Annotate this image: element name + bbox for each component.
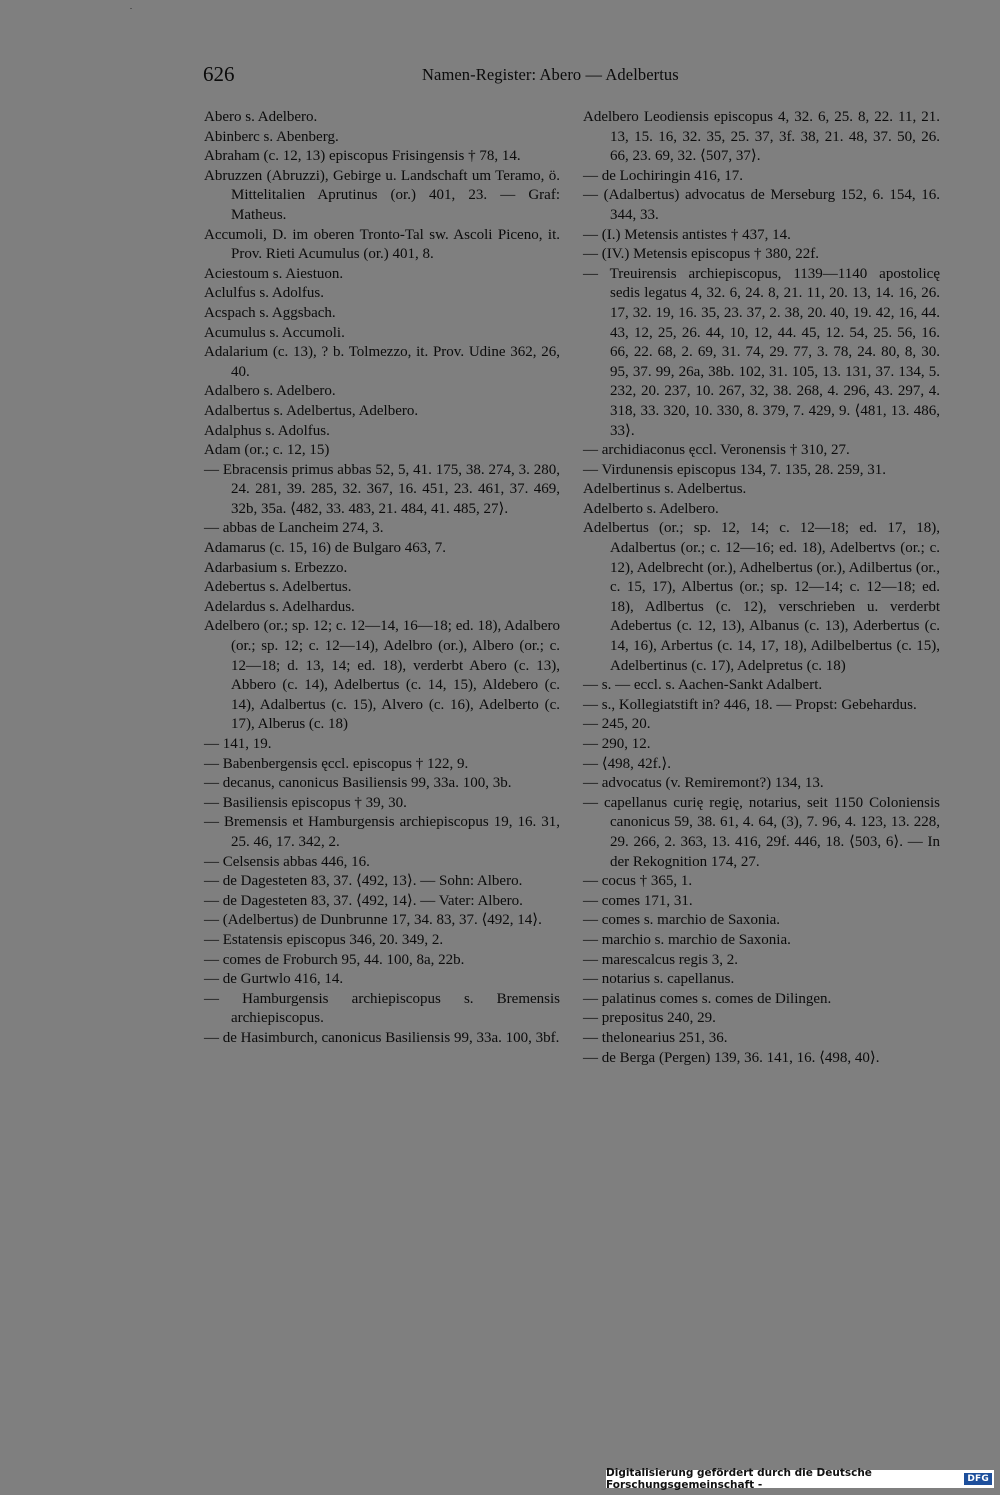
index-entry: — (IV.) Metensis episcopus † 380, 22f. (583, 246, 819, 263)
index-entry: — marchio s. marchio de Saxonia. (583, 931, 791, 948)
index-entry: Adam (or.; c. 12, 15) (204, 442, 330, 459)
index-entry: — Celsensis abbas 446, 16. (204, 853, 370, 870)
index-entry: — Estatensis episcopus 346, 20. 349, 2. (204, 931, 444, 948)
index-entry: — Treuirensis archiepiscopus, 1139—1140 apostolicę sedis legatus 4, 32. 6, 24. 8, 21. 11, 20. 13, 14. 16, 26. 17, 32. 19, 16. 35, 23. 37, 2. 38, 20. 40, 19. 42, 16, 44. 43, 12, 25, 26. 44, 10, 12, 44. 45, 12. 54, 25. 56, 16. 66, 22. 68, 2. 69, 31. 74, 29. 77, 3. 78, 24. 80, 8, 30. 95, 37. 99, 26a, 38b. 102, 31. 105, 13. 131, 37. 134, 5. 232, 20. 237, 10. 267, 32, 38. 268, 4. 296, 43. 297, 4. 318, 33. 320, 10. 330, 8. 379, 7. 429, 9. ⟨481, 13. 486, 33⟩. (583, 265, 940, 439)
index-entry: Accumoli, D. im oberen Tronto-Tal sw. Ascoli Piceno, it. Prov. Rieti Acumulus (or.) 401, 8. (204, 226, 560, 263)
running-head: Namen-Register: Abero — Adelbertus (422, 65, 679, 84)
index-entry: Adelbertus (or.; sp. 12, 14; c. 12—18; ed. 17, 18), Adalbertus (or.; c. 12—16; ed. 18), Adelbertvs (or.; c. 12), Adelbrecht (or.), Adhelbertus (or.), Adilbertus (or., c. 15, 17), Albertus (or.; sp. 12—14; c. 12—18; ed. 18), Adlbertus (c. 12), verschrieben u. verderbt Adebertus (c. 12, 13), Albanus (c. 13), Aderbertus (c. 14, 16), Arbertus (c. 14, 17, 18), Adilbelbertus (c. 15), Adelbertinus (c. 17), Adelpretus (c. 18) (583, 520, 940, 674)
index-entry: Aclulfus s. Adolfus. (204, 285, 324, 302)
scan-speck (130, 8, 132, 9)
index-entry: — de Hasimburch, canonicus Basiliensis 99, 33a. 100, 3bf. (204, 1029, 560, 1046)
index-entry: — Virdunensis episcopus 134, 7. 135, 28. 259, 31. (583, 461, 886, 478)
index-entry: — Hamburgensis archiepiscopus s. Bremensis archiepiscopus. (204, 990, 560, 1027)
index-entry: — 245, 20. (583, 716, 651, 733)
index-entry: Adalbero s. Adelbero. (204, 383, 336, 400)
index-entry: Adamarus (c. 15, 16) de Bulgaro 463, 7. (204, 540, 447, 557)
index-entry: — 290, 12. (583, 736, 651, 752)
index-entry: Abero s. Adelbero. (204, 109, 318, 125)
footer-text: Digitalisierung gefördert durch die Deutsche Forschungsgemeinschaft - (606, 1467, 872, 1491)
index-entry: — (Adelbertus) de Dunbrunne 17, 34. 83, 37. ⟨492, 14⟩. (204, 912, 542, 929)
index-entry: — Ebracensis primus abbas 52, 5, 41. 175, 38. 274, 3. 280, 24. 281, 39. 285, 32. 367, 16. 451, 23. 461, 37. 469, 32b, 35a. ⟨482, 33. 483, 21. 484, 41. 485, 27⟩. (204, 461, 560, 517)
index-entry: — capellanus curię regię, notarius, seit 1150 Coloniensis canonicus 59, 38. 61, 4. 64, (3), 7. 96, 4. 123, 13. 228, 29. 266, 2. 363, 13. 416, 29f. 446, 18. ⟨503, 6⟩. — In der Rekognition 174, 27. (583, 794, 940, 870)
index-entry: — de Berga (Pergen) 139, 36. 141, 16. ⟨498, 40⟩. (583, 1049, 880, 1066)
index-entry: — ⟨498, 42f.⟩. (583, 755, 671, 772)
index-entry: Adalphus s. Adolfus. (204, 422, 330, 439)
index-entry: — comes 171, 31. (583, 892, 693, 909)
index-entry: — s., Kollegiatstift in? 446, 18. — Propst: Gebehardus. (583, 696, 917, 713)
index-entry: — palatinus comes s. comes de Dilingen. (583, 990, 832, 1007)
index-entry: Adelardus s. Adelhardus. (204, 598, 355, 615)
page-header (0, 62, 1000, 88)
index-entry: — comes s. marchio de Saxonia. (583, 912, 781, 929)
right-column (583, 108, 940, 1068)
index-entry: Adalarium (c. 13), ? b. Tolmezzo, it. Prov. Udine 362, 26, 40. (204, 344, 560, 380)
index-entry: — advocatus (v. Remiremont?) 134, 13. (583, 775, 824, 792)
index-entry: — archidiaconus ęccl. Veronensis † 310, 27. (583, 442, 850, 459)
index-entry: — s. — eccl. s. Aachen-Sankt Adalbert. (583, 677, 823, 694)
funding-footer (606, 1467, 994, 1491)
index-entry: — de Lochiringin 416, 17. (583, 167, 743, 184)
index-entry: Adelbero Leodiensis episcopus 4, 32. 6, 25. 8, 22. 11, 21. 13, 15. 16, 32. 35, 25. 37, 3f. 38, 21. 48, 37. 50, 26. 66, 23. 69, 32. ⟨507, 37⟩. (583, 109, 940, 165)
index-entry: — (I.) Metensis antistes † 437, 14. (583, 226, 791, 243)
index-entry: Abraham (c. 12, 13) episcopus Frisingensis † 78, 14. (204, 148, 521, 165)
index-entry: — comes de Froburch 95, 44. 100, 8a, 22b. (204, 951, 465, 968)
dfg-logo: DFG (964, 1473, 992, 1485)
page-number: 626 (203, 62, 235, 86)
index-entry: — (Adalbertus) advocatus de Merseburg 152, 6. 154, 16. 344, 33. (583, 187, 940, 223)
index-entry: Abinberc s. Abenberg. (204, 128, 339, 145)
index-entry: Adalbertus s. Adelbertus, Adelbero. (204, 402, 419, 419)
index-entry: — Babenbergensis ęccl. episcopus † 122, 9. (204, 755, 469, 772)
index-entry: — de Dagesteten 83, 37. ⟨492, 14⟩. — Vater: Albero. (204, 892, 523, 909)
index-entry: Adarbasium s. Erbezzo. (204, 559, 348, 576)
index-entry: — de Gurtwlo 416, 14. (204, 971, 344, 988)
index-entry: — prepositus 240, 29. (583, 1010, 716, 1027)
index-entry: — thelonearius 251, 36. (583, 1029, 728, 1046)
index-entry: — abbas de Lancheim 274, 3. (204, 520, 384, 537)
index-entry: — marescalcus regis 3, 2. (583, 951, 738, 968)
index-entry: — de Dagesteten 83, 37. ⟨492, 13⟩. — Sohn: Albero. (204, 873, 523, 890)
index-entry: Aciestoum s. Aiestuon. (204, 265, 344, 282)
index-entry: — cocus † 365, 1. (583, 873, 693, 890)
index-entry: Acumulus s. Accumoli. (204, 324, 345, 341)
index-entry: Adelbertinus s. Adelbertus. (583, 481, 747, 498)
index-entry: Abruzzen (Abruzzi), Gebirge u. Landschaft um Teramo, ö. Mittelitalien Aprutinus (or.) 401, 23. — Graf: Matheus. (204, 167, 560, 223)
index-entry: — 141, 19. (204, 736, 272, 752)
index-entry: — decanus, canonicus Basiliensis 99, 33a. 100, 3b. (204, 775, 512, 792)
index-entry: Adelberto s. Adelbero. (583, 500, 719, 517)
left-column (204, 108, 560, 1049)
index-entry: Adebertus s. Adelbertus. (204, 579, 352, 596)
index-entry: Adelbero (or.; sp. 12; c. 12—14, 16—18; ed. 18), Adalbero (or.; sp. 12; c. 12—14), Adelbro (or.), Albero (or.; c. 12—18; d. 13, 14; ed. 18), verderbt Abero (c. 13), Abbero (c. 14), Adelbertus (c. 14, 15), Aldebero (c. 14), Adalbertus (c. 15), Alvero (c. 16), Adelberto (c. 17), Alberus (c. 18) (204, 618, 560, 733)
index-entry: — Basiliensis episcopus † 39, 30. (204, 794, 407, 811)
index-entry: — Bremensis et Hamburgensis archiepiscopus 19, 16. 31, 25. 46, 17. 342, 2. (204, 814, 560, 850)
index-entry: Acspach s. Aggsbach. (204, 304, 336, 321)
index-entry: — notarius s. capellanus. (583, 971, 735, 988)
